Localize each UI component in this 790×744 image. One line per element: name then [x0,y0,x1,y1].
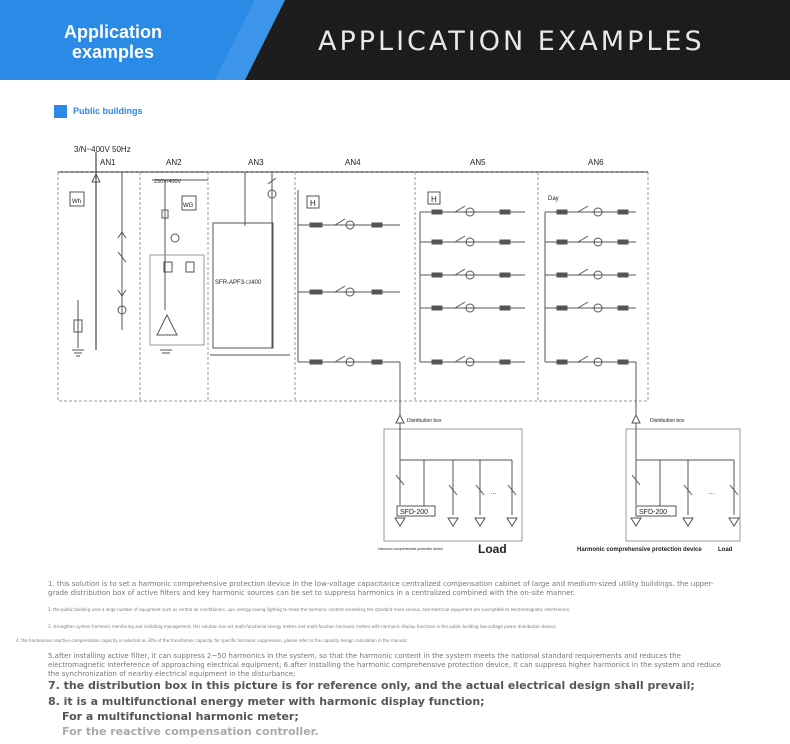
note-7: 7. the distribution box in this picture is for reference only, and the actual electrical design shall prevail; [48,679,695,692]
cabinet-an1-label: AN1 [100,158,116,167]
tab-title-line2: examples [71,42,155,62]
an4-feeder-3 [298,356,400,366]
section-label-text: Public buildings [73,106,143,116]
distribution-box-right-label: Distribution box [650,418,685,424]
cabinet-an4-label: AN4 [345,158,361,167]
day-label: Day [548,196,559,202]
h-meter-1-icon: H [310,199,316,208]
wg-meter-icon: WG [183,203,194,209]
an4-feeder-1 [298,219,400,229]
page-title: APPLICATION EXAMPLES [318,26,705,57]
header-tab [0,0,300,80]
load-caption-left: Harmonic comprehensive protection device [378,547,444,551]
note-4: 4. the harmonious reactive compensation capacity is selected as 30% of the transformer capacity. for specific harmonic suppression, please refer to the capacity design calculation in the manual; [16,638,408,643]
note-3: 3. strengthen system harmonic monitoring and inhibiting management. this solution has set multi-functional energy meters and multi-function harmonic meters with harmonic display functions in the public building low-voltage power distribution device; [48,624,557,629]
cabinet-an6-label: AN6 [588,158,604,167]
ellipsis-left: … [490,489,497,496]
note-8a: For a multifunctional harmonic meter; [62,710,299,723]
section-label [54,103,143,119]
apf-label: SFR-APF3-□/400 [215,280,262,286]
note-8b: For the reactive compensation controller. [62,725,319,738]
cabinet-an5-label: AN5 [470,158,486,167]
an6-feeders [545,206,636,366]
ellipsis-right: … [708,489,715,496]
distribution-box-right [626,429,740,541]
section-marker-icon [54,105,67,118]
note-2: 2. the public building uses a large number of equipment such as central air conditioners, ups, energy-saving lighting to make the harmonic content exceeding the standard more serious, and electrical equipment are susceptible to electromagnetic interference; [48,607,571,612]
sfd-left-label: SFD-200 [400,509,429,516]
cabinet-an2-label: AN2 [166,158,182,167]
note-1: 1. this solution is to set a harmonic comprehensive protection device in the low-voltage capacitance centralized compensation cabinet of large and medium-sized utility buildings. the upper-grade distribution box of active filters and key harmonic sources can be set to suppress harmonics in a centralized combined with the on-site manner. [48,580,714,597]
an5-feeders [420,206,525,366]
distribution-box-left-label: Distribution box [407,418,442,424]
tab-title [28,22,198,62]
an4-feeder-2 [298,286,400,296]
wiring-diagram [0,130,790,570]
switchgear-enclosure [58,172,648,401]
header-bar [0,0,790,80]
wh-meter-icon: Wh [72,199,81,205]
load-caption-right: Harmonic comprehensive protection device [577,547,702,553]
an2-voltage-label: 230V/400V [154,179,182,185]
cabinet-an3-label: AN3 [248,158,264,167]
note-8: 8. it is a multifunctional energy meter with harmonic display function; [48,695,485,708]
tab-title-line1: Application [64,22,162,42]
load-label-left: Load [478,542,507,556]
h-meter-2-icon: H [431,195,437,204]
load-label-right: Load [718,547,733,553]
note-5: 5.after installing active filter, it can suppress 2~50 harmonics in the system, so that the harmonic content in the system meets the national standard requirements and reduces the electromagnetic interference of approaching electrical equipment; 6.after installing the harmonic comprehensive protection device, it can suppress higher harmonics in the system and reduce the synchronization of nearby electrical equipment in the disturbance; [48,652,722,678]
supply-label: 3/N~400V 50Hz [74,145,131,154]
sfd-right-label: SFD-200 [639,509,668,516]
